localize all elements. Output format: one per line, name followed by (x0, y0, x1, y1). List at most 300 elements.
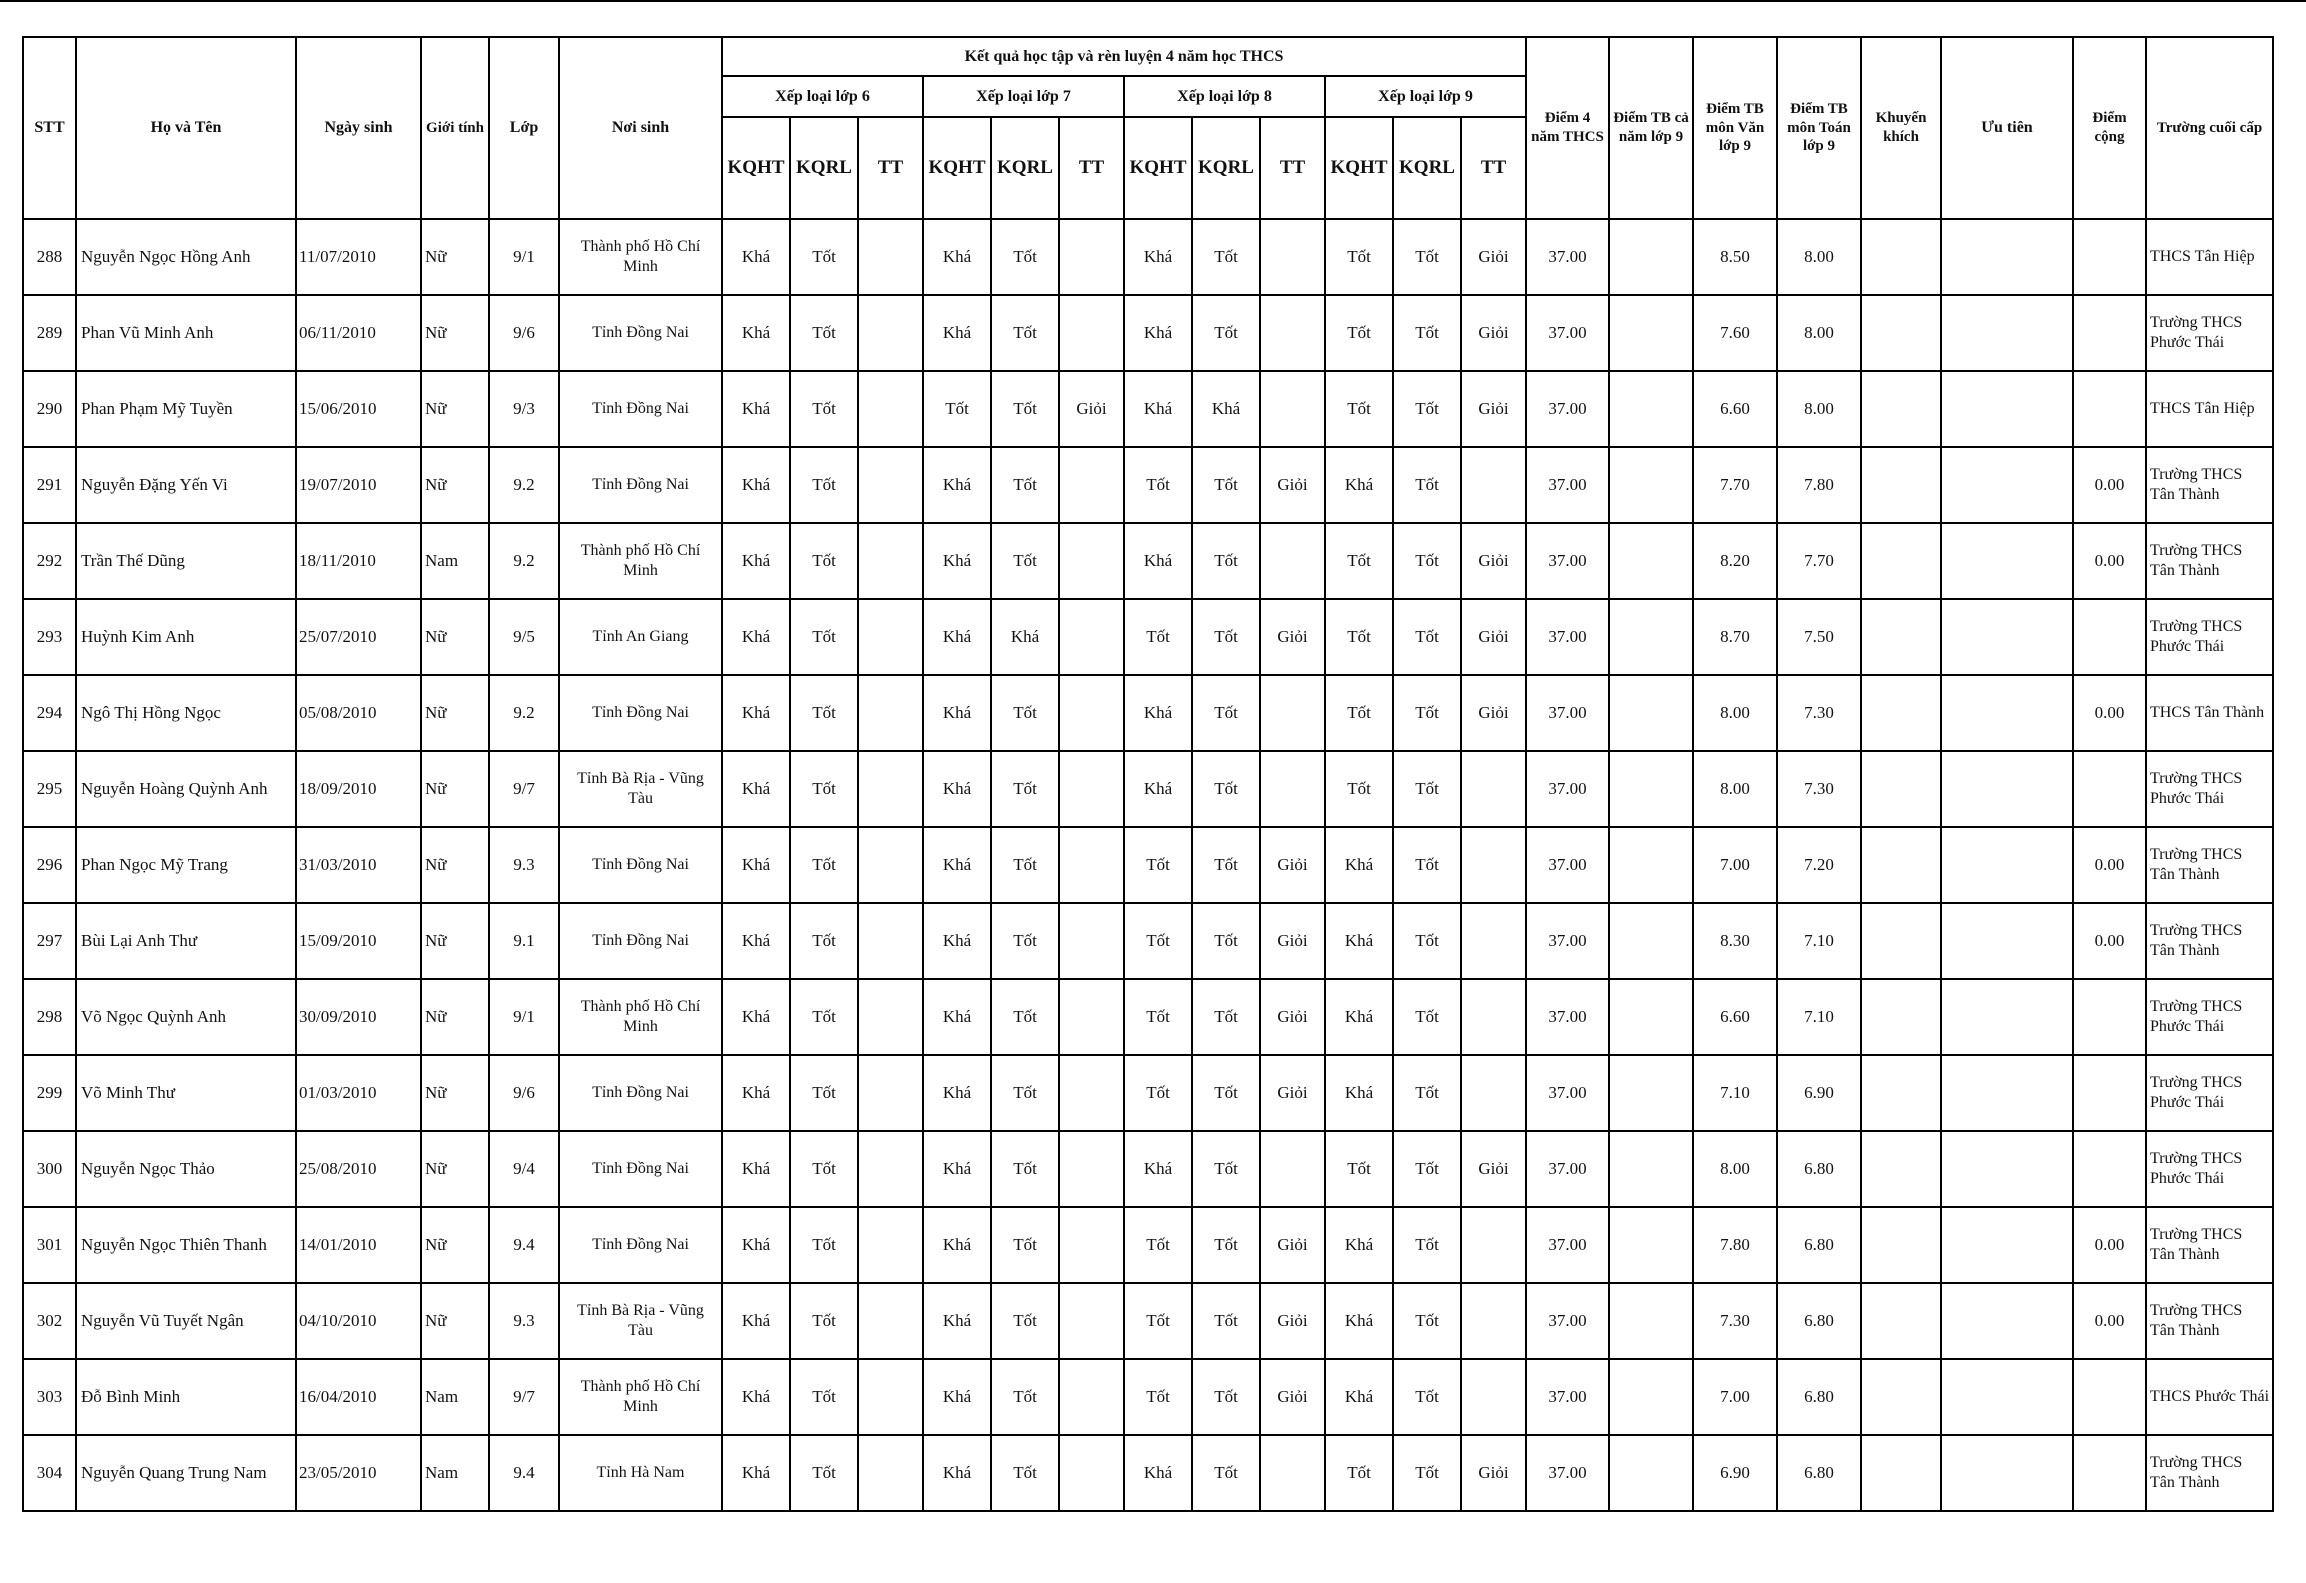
name-cell: Võ Ngọc Quỳnh Anh (76, 979, 296, 1055)
g7-kqht-cell: Khá (923, 903, 991, 979)
g8-tt-cell: Giỏi (1260, 447, 1325, 523)
g6-kqrl-header: KQRL (790, 117, 858, 219)
table-row (23, 523, 2273, 599)
stt-cell: 303 (23, 1359, 76, 1435)
g8-kqrl-cell: Tốt (1192, 1055, 1260, 1131)
g6-kqht-cell: Khá (722, 219, 790, 295)
table-row (23, 219, 2273, 295)
encourage-cell (1861, 979, 1941, 1055)
school-cell: Trường THCS Phước Thái (2146, 599, 2273, 675)
g9-kqht-cell: Khá (1325, 1359, 1393, 1435)
priority-cell (1941, 751, 2073, 827)
col-class: Lớp (489, 37, 559, 219)
school-cell: Trường THCS Tân Thành (2146, 827, 2273, 903)
g9-kqrl-cell: Tốt (1393, 751, 1461, 827)
g7-tt-cell (1059, 1055, 1124, 1131)
g7-kqrl-cell: Tốt (991, 675, 1059, 751)
g9-tt-cell (1461, 827, 1526, 903)
g8-tt-cell (1260, 1131, 1325, 1207)
g7-kqht-cell: Khá (923, 1055, 991, 1131)
g8-kqht-cell: Tốt (1124, 1055, 1192, 1131)
gender-cell: Nữ (421, 1207, 489, 1283)
tb-toan-cell: 7.20 (1777, 827, 1861, 903)
name-cell: Nguyễn Ngọc Thảo (76, 1131, 296, 1207)
g7-kqrl-cell: Tốt (991, 827, 1059, 903)
gender-cell: Nữ (421, 295, 489, 371)
g8-kqrl-cell: Tốt (1192, 447, 1260, 523)
g7-tt-cell (1059, 1131, 1124, 1207)
g9-tt-cell: Giỏi (1461, 219, 1526, 295)
g8-tt-cell (1260, 371, 1325, 447)
birthplace-cell: Tỉnh Đồng Nai (559, 295, 722, 371)
tb-van-cell: 7.30 (1693, 1283, 1777, 1359)
school-cell: Trường THCS Phước Thái (2146, 1055, 2273, 1131)
g7-kqrl-cell: Tốt (991, 1055, 1059, 1131)
class-cell: 9.2 (489, 675, 559, 751)
g8-kqrl-cell: Khá (1192, 371, 1260, 447)
score4-cell: 37.00 (1526, 599, 1609, 675)
priority-cell (1941, 827, 2073, 903)
g8-kqrl-cell: Tốt (1192, 599, 1260, 675)
school-cell: Trường THCS Tân Thành (2146, 447, 2273, 523)
priority-cell (1941, 1359, 2073, 1435)
tb-toan-cell: 7.10 (1777, 979, 1861, 1055)
g7-tt-header: TT (1059, 117, 1124, 219)
encourage-cell (1861, 1207, 1941, 1283)
results-group-header: Kết quả học tập và rèn luyện 4 năm học THCS (722, 37, 1526, 76)
tb-toan-cell: 8.00 (1777, 219, 1861, 295)
g8-kqrl-cell: Tốt (1192, 1359, 1260, 1435)
g6-kqrl-cell: Tốt (790, 1435, 858, 1511)
gender-cell: Nữ (421, 827, 489, 903)
tb-toan-cell: 8.00 (1777, 295, 1861, 371)
g7-kqht-cell: Khá (923, 751, 991, 827)
g6-kqht-cell: Khá (722, 447, 790, 523)
name-cell: Nguyễn Ngọc Hồng Anh (76, 219, 296, 295)
tb-van-cell: 7.70 (1693, 447, 1777, 523)
g8-kqht-cell: Khá (1124, 523, 1192, 599)
school-cell: Trường THCS Phước Thái (2146, 295, 2273, 371)
tb-toan-cell: 7.10 (1777, 903, 1861, 979)
tb-year-cell (1609, 1283, 1693, 1359)
col-tb-toan: Điểm TB môn Toán lớp 9 (1777, 37, 1861, 219)
school-cell: Trường THCS Tân Thành (2146, 903, 2273, 979)
g8-kqht-cell: Tốt (1124, 903, 1192, 979)
student-results-table (22, 36, 2274, 1512)
encourage-cell (1861, 371, 1941, 447)
school-cell: THCS Phước Thái (2146, 1359, 2273, 1435)
g8-tt-cell: Giỏi (1260, 1283, 1325, 1359)
school-cell: Trường THCS Phước Thái (2146, 979, 2273, 1055)
g8-kqht-cell: Khá (1124, 295, 1192, 371)
birthplace-cell: Tỉnh Đồng Nai (559, 447, 722, 523)
tb-year-cell (1609, 447, 1693, 523)
school-cell: Trường THCS Tân Thành (2146, 523, 2273, 599)
g9-tt-cell (1461, 979, 1526, 1055)
bonus-cell (2073, 1435, 2146, 1511)
g6-kqht-cell: Khá (722, 1207, 790, 1283)
birthplace-cell: Tỉnh Đồng Nai (559, 827, 722, 903)
table-row (23, 447, 2273, 523)
g8-kqht-cell: Khá (1124, 1435, 1192, 1511)
stt-cell: 300 (23, 1131, 76, 1207)
g6-kqht-cell: Khá (722, 1435, 790, 1511)
g7-kqht-cell: Khá (923, 1207, 991, 1283)
g9-kqht-cell: Tốt (1325, 675, 1393, 751)
bonus-cell (2073, 599, 2146, 675)
g6-kqrl-cell: Tốt (790, 1207, 858, 1283)
encourage-cell (1861, 447, 1941, 523)
grade7-header: Xếp loại lớp 7 (923, 76, 1124, 116)
g7-kqrl-cell: Khá (991, 599, 1059, 675)
g6-kqht-cell: Khá (722, 1283, 790, 1359)
g7-tt-cell (1059, 979, 1124, 1055)
col-dob: Ngày sinh (296, 37, 421, 219)
g7-tt-cell (1059, 219, 1124, 295)
name-cell: Huỳnh Kim Anh (76, 599, 296, 675)
g8-kqht-cell: Khá (1124, 219, 1192, 295)
priority-cell (1941, 979, 2073, 1055)
table-row (23, 751, 2273, 827)
tb-year-cell (1609, 219, 1693, 295)
table-row (23, 979, 2273, 1055)
encourage-cell (1861, 675, 1941, 751)
name-cell: Đỗ Bình Minh (76, 1359, 296, 1435)
g7-kqrl-cell: Tốt (991, 903, 1059, 979)
g8-kqrl-cell: Tốt (1192, 903, 1260, 979)
score4-cell: 37.00 (1526, 1283, 1609, 1359)
school-cell: Trường THCS Phước Thái (2146, 751, 2273, 827)
dob-cell: 30/09/2010 (296, 979, 421, 1055)
col-school: Trường cuối cấp (2146, 37, 2273, 219)
g7-tt-cell (1059, 295, 1124, 371)
score4-cell: 37.00 (1526, 903, 1609, 979)
g9-kqht-cell: Tốt (1325, 371, 1393, 447)
class-cell: 9/7 (489, 751, 559, 827)
g9-tt-header: TT (1461, 117, 1526, 219)
gender-cell: Nữ (421, 371, 489, 447)
g6-kqrl-cell: Tốt (790, 599, 858, 675)
birthplace-cell: Tỉnh Hà Nam (559, 1435, 722, 1511)
score4-cell: 37.00 (1526, 1131, 1609, 1207)
g9-kqrl-cell: Tốt (1393, 1359, 1461, 1435)
g9-tt-cell: Giỏi (1461, 371, 1526, 447)
table-row (23, 1131, 2273, 1207)
g6-kqrl-cell: Tốt (790, 219, 858, 295)
g8-kqrl-cell: Tốt (1192, 523, 1260, 599)
g6-tt-cell (858, 675, 923, 751)
dob-cell: 01/03/2010 (296, 1055, 421, 1131)
g6-kqht-cell: Khá (722, 751, 790, 827)
gender-cell: Nữ (421, 1131, 489, 1207)
priority-cell (1941, 1131, 2073, 1207)
stt-cell: 304 (23, 1435, 76, 1511)
g9-kqht-cell: Tốt (1325, 1131, 1393, 1207)
name-cell: Nguyễn Quang Trung Nam (76, 1435, 296, 1511)
tb-toan-cell: 6.90 (1777, 1055, 1861, 1131)
name-cell: Võ Minh Thư (76, 1055, 296, 1131)
g6-tt-cell (858, 1359, 923, 1435)
g8-kqht-cell: Khá (1124, 1131, 1192, 1207)
school-cell: Trường THCS Tân Thành (2146, 1435, 2273, 1511)
encourage-cell (1861, 599, 1941, 675)
encourage-cell (1861, 827, 1941, 903)
g9-tt-cell (1461, 1055, 1526, 1131)
g9-kqrl-cell: Tốt (1393, 1131, 1461, 1207)
g6-tt-cell (858, 1207, 923, 1283)
encourage-cell (1861, 1435, 1941, 1511)
name-cell: Bùi Lại Anh Thư (76, 903, 296, 979)
g6-tt-cell (858, 371, 923, 447)
g9-kqrl-cell: Tốt (1393, 447, 1461, 523)
birthplace-cell: Tỉnh Đồng Nai (559, 1131, 722, 1207)
gender-cell: Nữ (421, 599, 489, 675)
table-header (23, 37, 2273, 219)
g9-tt-cell: Giỏi (1461, 675, 1526, 751)
class-cell: 9/5 (489, 599, 559, 675)
g6-kqht-cell: Khá (722, 371, 790, 447)
encourage-cell (1861, 751, 1941, 827)
g9-tt-cell (1461, 1359, 1526, 1435)
g6-kqrl-cell: Tốt (790, 1055, 858, 1131)
g8-tt-cell: Giỏi (1260, 979, 1325, 1055)
class-cell: 9.1 (489, 903, 559, 979)
tb-van-cell: 8.70 (1693, 599, 1777, 675)
stt-cell: 291 (23, 447, 76, 523)
bonus-cell: 0.00 (2073, 675, 2146, 751)
school-cell: THCS Tân Thành (2146, 675, 2273, 751)
g7-tt-cell (1059, 1359, 1124, 1435)
g7-kqrl-cell: Tốt (991, 371, 1059, 447)
g7-tt-cell (1059, 447, 1124, 523)
g7-tt-cell (1059, 523, 1124, 599)
g6-kqrl-cell: Tốt (790, 979, 858, 1055)
g6-kqrl-cell: Tốt (790, 1283, 858, 1359)
stt-cell: 302 (23, 1283, 76, 1359)
bonus-cell (2073, 979, 2146, 1055)
tb-toan-cell: 6.80 (1777, 1435, 1861, 1511)
gender-cell: Nam (421, 1435, 489, 1511)
g8-tt-cell: Giỏi (1260, 827, 1325, 903)
bonus-cell: 0.00 (2073, 903, 2146, 979)
birthplace-cell: Tỉnh Đồng Nai (559, 371, 722, 447)
g8-kqht-cell: Tốt (1124, 447, 1192, 523)
score4-cell: 37.00 (1526, 675, 1609, 751)
tb-year-cell (1609, 751, 1693, 827)
stt-cell: 293 (23, 599, 76, 675)
birthplace-cell: Tỉnh Đồng Nai (559, 1055, 722, 1131)
g6-kqrl-cell: Tốt (790, 523, 858, 599)
class-cell: 9.4 (489, 1207, 559, 1283)
g7-tt-cell (1059, 1435, 1124, 1511)
g8-kqht-cell: Tốt (1124, 1359, 1192, 1435)
score4-cell: 37.00 (1526, 219, 1609, 295)
g7-kqht-header: KQHT (923, 117, 991, 219)
g7-kqrl-cell: Tốt (991, 219, 1059, 295)
g8-kqrl-cell: Tốt (1192, 751, 1260, 827)
g6-kqrl-cell: Tốt (790, 447, 858, 523)
bonus-cell: 0.00 (2073, 1207, 2146, 1283)
g8-tt-cell (1260, 295, 1325, 371)
g6-kqht-header: KQHT (722, 117, 790, 219)
g8-kqrl-cell: Tốt (1192, 979, 1260, 1055)
table-row (23, 1055, 2273, 1131)
g8-tt-cell (1260, 675, 1325, 751)
g7-kqrl-cell: Tốt (991, 1283, 1059, 1359)
col-score4: Điểm 4 năm THCS (1526, 37, 1609, 219)
birthplace-cell: Thành phố Hồ Chí Minh (559, 523, 722, 599)
gender-cell: Nam (421, 1359, 489, 1435)
dob-cell: 06/11/2010 (296, 295, 421, 371)
g6-tt-header: TT (858, 117, 923, 219)
g6-tt-cell (858, 827, 923, 903)
tb-toan-cell: 7.70 (1777, 523, 1861, 599)
g9-kqrl-cell: Tốt (1393, 219, 1461, 295)
stt-cell: 296 (23, 827, 76, 903)
tb-van-cell: 7.00 (1693, 1359, 1777, 1435)
table-row (23, 827, 2273, 903)
g6-kqrl-cell: Tốt (790, 1359, 858, 1435)
tb-van-cell: 8.00 (1693, 751, 1777, 827)
g8-kqht-cell: Khá (1124, 371, 1192, 447)
g9-kqht-cell: Khá (1325, 447, 1393, 523)
g6-tt-cell (858, 1131, 923, 1207)
g7-kqht-cell: Khá (923, 1283, 991, 1359)
g9-tt-cell: Giỏi (1461, 295, 1526, 371)
priority-cell (1941, 447, 2073, 523)
g9-tt-cell: Giỏi (1461, 599, 1526, 675)
gender-cell: Nam (421, 523, 489, 599)
score4-cell: 37.00 (1526, 979, 1609, 1055)
table-row (23, 1435, 2273, 1511)
g8-kqrl-cell: Tốt (1192, 295, 1260, 371)
encourage-cell (1861, 523, 1941, 599)
g6-kqrl-cell: Tốt (790, 903, 858, 979)
score4-cell: 37.00 (1526, 447, 1609, 523)
priority-cell (1941, 903, 2073, 979)
gender-cell: Nữ (421, 219, 489, 295)
g7-kqht-cell: Khá (923, 675, 991, 751)
g8-kqrl-cell: Tốt (1192, 1435, 1260, 1511)
score4-cell: 37.00 (1526, 1435, 1609, 1511)
priority-cell (1941, 1283, 2073, 1359)
name-cell: Trần Thế Dũng (76, 523, 296, 599)
name-cell: Phan Vũ Minh Anh (76, 295, 296, 371)
bonus-cell (2073, 295, 2146, 371)
g8-kqht-cell: Tốt (1124, 599, 1192, 675)
g6-kqht-cell: Khá (722, 675, 790, 751)
top-border-line (0, 0, 2306, 2)
g6-tt-cell (858, 523, 923, 599)
g7-kqht-cell: Khá (923, 1359, 991, 1435)
priority-cell (1941, 599, 2073, 675)
birthplace-cell: Thành phố Hồ Chí Minh (559, 1359, 722, 1435)
g8-kqrl-header: KQRL (1192, 117, 1260, 219)
class-cell: 9.3 (489, 1283, 559, 1359)
tb-toan-cell: 7.30 (1777, 675, 1861, 751)
dob-cell: 18/11/2010 (296, 523, 421, 599)
g9-kqrl-cell: Tốt (1393, 979, 1461, 1055)
grade8-header: Xếp loại lớp 8 (1124, 76, 1325, 116)
g7-kqht-cell: Khá (923, 1435, 991, 1511)
gender-cell: Nữ (421, 447, 489, 523)
col-name: Họ và Tên (76, 37, 296, 219)
table-row (23, 1283, 2273, 1359)
g9-tt-cell (1461, 751, 1526, 827)
g8-kqrl-cell: Tốt (1192, 827, 1260, 903)
col-bonus: Điểm cộng (2073, 37, 2146, 219)
g6-tt-cell (858, 295, 923, 371)
g8-kqht-cell: Tốt (1124, 1207, 1192, 1283)
tb-toan-cell: 6.80 (1777, 1207, 1861, 1283)
stt-cell: 301 (23, 1207, 76, 1283)
birthplace-cell: Tỉnh Đồng Nai (559, 903, 722, 979)
stt-cell: 294 (23, 675, 76, 751)
name-cell: Phan Phạm Mỹ Tuyền (76, 371, 296, 447)
g7-tt-cell (1059, 751, 1124, 827)
dob-cell: 04/10/2010 (296, 1283, 421, 1359)
g7-kqrl-cell: Tốt (991, 295, 1059, 371)
g7-kqht-cell: Khá (923, 1131, 991, 1207)
g7-kqht-cell: Khá (923, 827, 991, 903)
tb-toan-cell: 7.80 (1777, 447, 1861, 523)
g9-kqht-cell: Khá (1325, 1283, 1393, 1359)
class-cell: 9.4 (489, 1435, 559, 1511)
class-cell: 9.2 (489, 447, 559, 523)
priority-cell (1941, 295, 2073, 371)
birthplace-cell: Tỉnh An Giang (559, 599, 722, 675)
tb-year-cell (1609, 1435, 1693, 1511)
g9-kqht-cell: Khá (1325, 903, 1393, 979)
g9-kqht-cell: Khá (1325, 979, 1393, 1055)
g7-kqrl-cell: Tốt (991, 751, 1059, 827)
g9-kqrl-cell: Tốt (1393, 1055, 1461, 1131)
g6-kqht-cell: Khá (722, 903, 790, 979)
g9-kqrl-cell: Tốt (1393, 675, 1461, 751)
g7-tt-cell (1059, 599, 1124, 675)
stt-cell: 299 (23, 1055, 76, 1131)
bonus-cell (2073, 219, 2146, 295)
g9-kqht-cell: Khá (1325, 827, 1393, 903)
g9-kqrl-cell: Tốt (1393, 903, 1461, 979)
g6-kqht-cell: Khá (722, 523, 790, 599)
priority-cell (1941, 1055, 2073, 1131)
g6-kqrl-cell: Tốt (790, 371, 858, 447)
score4-cell: 37.00 (1526, 1207, 1609, 1283)
tb-van-cell: 6.90 (1693, 1435, 1777, 1511)
birthplace-cell: Thành phố Hồ Chí Minh (559, 219, 722, 295)
stt-cell: 288 (23, 219, 76, 295)
school-cell: Trường THCS Phước Thái (2146, 1131, 2273, 1207)
g7-tt-cell (1059, 827, 1124, 903)
tb-toan-cell: 7.30 (1777, 751, 1861, 827)
school-cell: THCS Tân Hiệp (2146, 219, 2273, 295)
stt-cell: 290 (23, 371, 76, 447)
g9-tt-cell: Giỏi (1461, 1435, 1526, 1511)
g6-tt-cell (858, 751, 923, 827)
g9-kqrl-cell: Tốt (1393, 1435, 1461, 1511)
g6-kqrl-cell: Tốt (790, 827, 858, 903)
g8-tt-header: TT (1260, 117, 1325, 219)
tb-year-cell (1609, 295, 1693, 371)
g6-kqht-cell: Khá (722, 979, 790, 1055)
tb-van-cell: 8.00 (1693, 1131, 1777, 1207)
gender-cell: Nữ (421, 1055, 489, 1131)
birthplace-cell: Tỉnh Bà Rịa - Vũng Tàu (559, 751, 722, 827)
g9-kqrl-cell: Tốt (1393, 827, 1461, 903)
g8-tt-cell: Giỏi (1260, 903, 1325, 979)
table-body (23, 219, 2273, 1511)
